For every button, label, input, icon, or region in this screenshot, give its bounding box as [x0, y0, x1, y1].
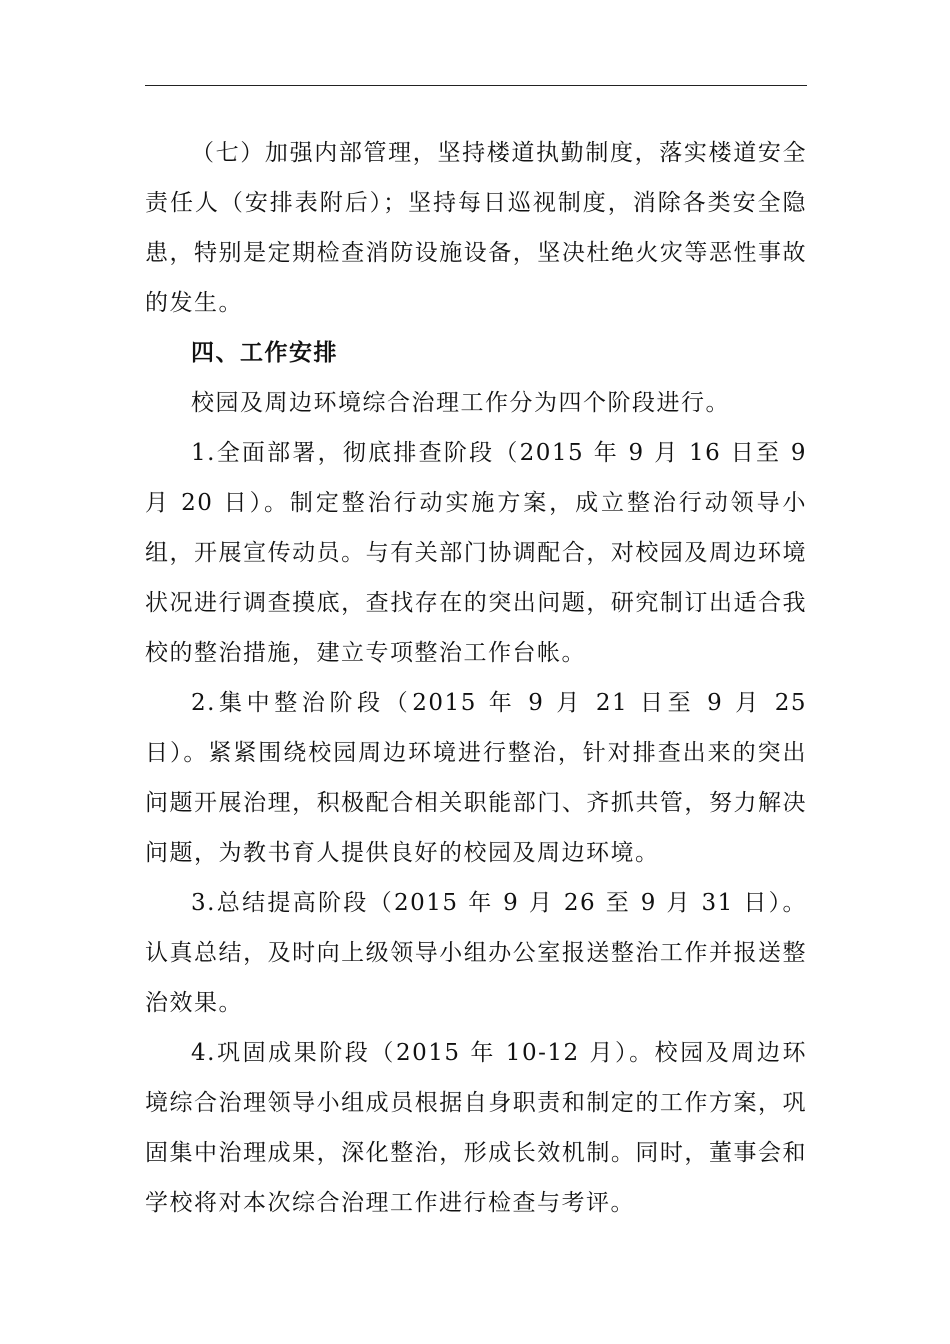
paragraph-stage-4: 4.巩固成果阶段（2015 年 10-12 月）。校园及周边环境综合治理领导小组成员根据自身职责和制定的工作方案，巩固集中治理成果，深化整治，形成长效机制。同时，董事会和学校将对本次综合治理工作进行检查与考评。 — [145, 1040, 807, 1216]
paragraph-stage-1: 1.全面部署，彻底排查阶段（2015 年 9 月 16 日至 9 月 20 日）。制定整治行动实施方案，成立整治行动领导小组，开展宣传动员。与有关部门协调配合，对校园及周边环境状况进行调查摸底，查找存在的突出问题，研究制订出适合我校的整治措施，建立专项整治工作台帐。 — [145, 440, 807, 666]
section-heading-work-arrangement: 四、工作安排 — [191, 339, 338, 366]
document-body — [145, 128, 807, 1228]
paragraph-stage-2: 2.集中整治阶段（2015 年 9 月 21 日至 9 月 25 日）。紧紧围绕校园周边环境进行整治，针对排查出来的突出问题开展治理，积极配合相关职能部门、齐抓共管，努力解决问题，为教书育人提供良好的校园及周边环境。 — [145, 690, 807, 866]
paragraph-stage-3: 3.总结提高阶段（2015 年 9 月 26 至 9 月 31 日）。认真总结，及时向上级领导小组办公室报送整治工作并报送整治效果。 — [145, 890, 807, 1016]
paragraph-safety-management: （七）加强内部管理，坚持楼道执勤制度，落实楼道安全责任人（安排表附后）；坚持每日巡视制度，消除各类安全隐患，特别是定期检查消防设施设备，坚决杜绝火灾等恶性事故的发生。 — [145, 140, 807, 316]
paragraph-four-stages-intro: 校园及周边环境综合治理工作分为四个阶段进行。 — [191, 390, 730, 416]
header-rule — [145, 85, 807, 86]
